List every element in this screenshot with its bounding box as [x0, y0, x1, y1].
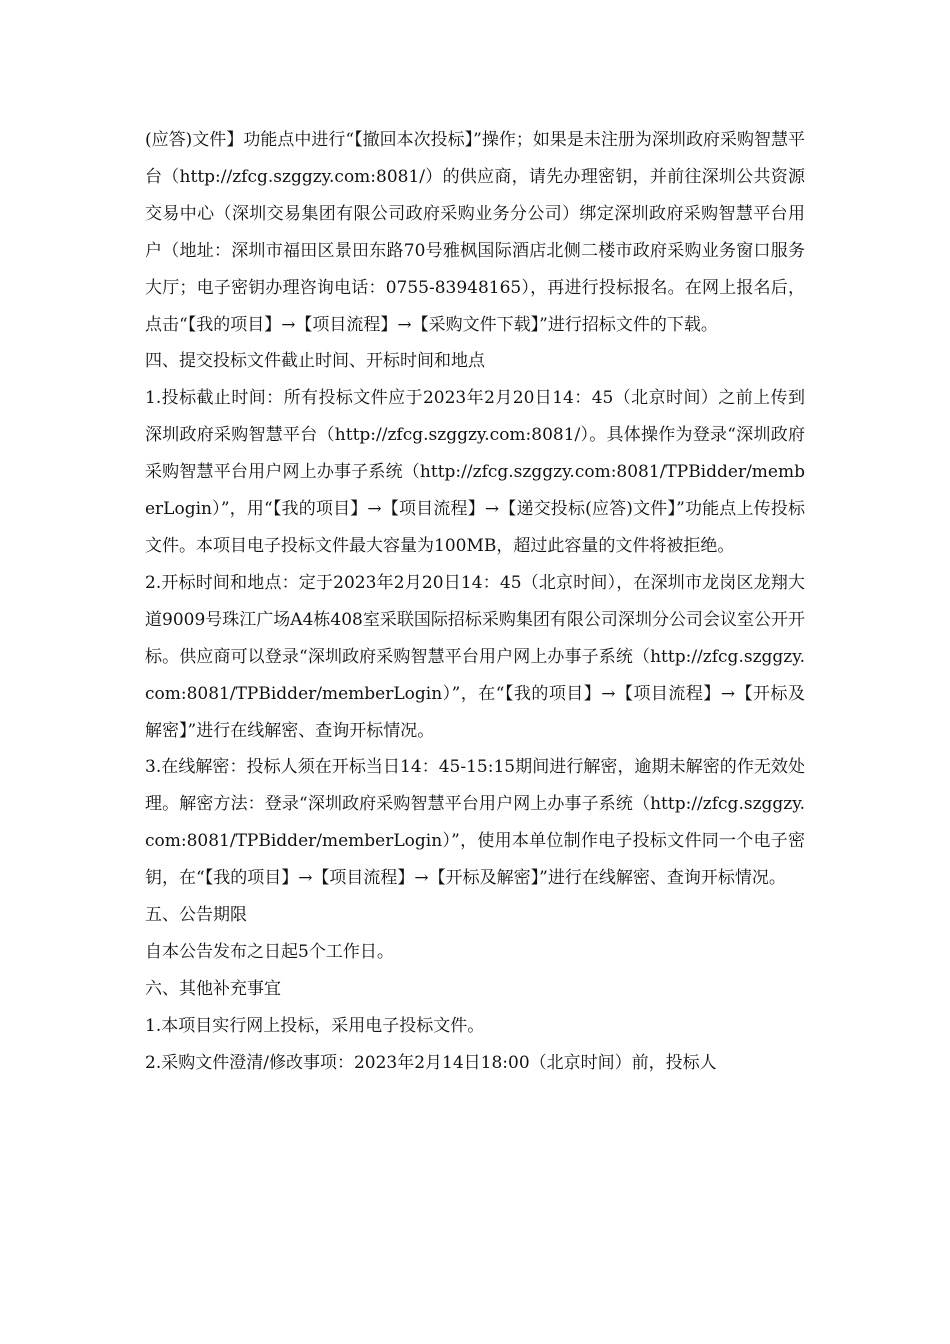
clarification-paragraph: 2.采购文件澄清/修改事项：2023年2月14日18:00（北京时间）前，投标人 [145, 1052, 717, 1073]
decryption-paragraph: 3.在线解密：投标人须在开标当日14：45-15:15期间进行解密，逾期未解密的作无效处理。解密方法：登录“深圳政府采购智慧平台用户网上办事子系统（http://zfcg.szggzy.com:8081/TPBidder/memberLogin）”，使用本单位制作电子投标文件同一个电子密钥，在“【我的项目】→【项目流程】→【开标及解密】”进行在线解密、查询开标情况。 [145, 757, 805, 889]
notice-period-paragraph: 自本公告发布之日起5个工作日。 [145, 941, 394, 962]
deadline-paragraph: 1.投标截止时间：所有投标文件应于2023年2月20日14：45（北京时间）之前上传到深圳政府采购智慧平台（http://zfcg.szggzy.com:8081/）。具体操作为登录“深圳政府采购智慧平台用户网上办事子系统（http://zfcg.szggzy.com:8081/TPBidder/memberLogin）”，用“【我的项目】→【项目流程】→【递交投标(应答)文件】”功能点上传投标文件。本项目电子投标文件最大容量为100MB，超过此容量的文件将被拒绝。 [145, 388, 805, 556]
section-six-heading: 六、其他补充事宜 [145, 978, 281, 999]
online-bidding-paragraph: 1.本项目实行网上投标，采用电子投标文件。 [145, 1015, 485, 1036]
section-four-heading: 四、提交投标文件截止时间、开标时间和地点 [145, 351, 485, 372]
opening-paragraph: 2.开标时间和地点：定于2023年2月20日14：45（北京时间），在深圳市龙岗区龙翔大道9009号珠江广场A4栋408室采联国际招标采购集团有限公司深圳分公司会议室公开开标。供应商可以登录“深圳政府采购智慧平台用户网上办事子系统（http://zfcg.szggzy.com:8081/TPBidder/memberLogin）”，在“【我的项目】→【项目流程】→【开标及解密】”进行在线解密、查询开标情况。 [145, 572, 805, 741]
section-five-heading: 五、公告期限 [145, 905, 247, 926]
registration-paragraph: (应答)文件】功能点中进行“【撤回本次投标】”操作；如果是未注册为深圳政府采购智慧平台（http://zfcg.szggzy.com:8081/）的供应商，请先办理密钥，并前往深圳公共资源交易中心（深圳交易集团有限公司政府采购业务分公司）绑定深圳政府采购智慧平台用户（地址：深圳市福田区景田东路70号雅枫国际酒店北侧二楼市政府采购业务窗口服务大厅；电子密钥办理咨询电话：0755-83948165），再进行投标报名。在网上报名后，点击“【我的项目】→【项目流程】→【采购文件下载】”进行招标文件的下载。 [145, 130, 805, 335]
document-body [145, 122, 805, 1082]
